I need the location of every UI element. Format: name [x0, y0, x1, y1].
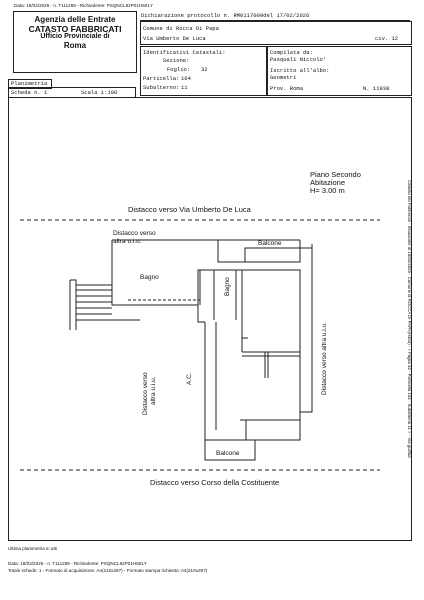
ultima-planimetria: Ultima planimetria in atti: [8, 546, 58, 551]
totale-schede-note: Totale schede: 1 - Formato di acquisizione: A4(210x297) - Formato stampa richiesto: A4(210x297): [8, 568, 208, 573]
sezione-label: Sezione:: [163, 57, 190, 64]
distacco-bottom-label: Distacco verso Corso della Costituente: [150, 478, 280, 487]
agency-name: Agenzia delle Entrate: [34, 15, 116, 24]
compilata-label: Compilata da:: [270, 49, 313, 56]
bagno-label-2: Bagno: [224, 277, 231, 296]
distacco-altra-1: Distacco verso: [113, 230, 156, 237]
scheda-number: Scheda n. 1: [11, 89, 48, 96]
balcone-bottom-label: Balcone: [216, 450, 240, 457]
protocol-number: RM0117009del: [233, 12, 274, 19]
protocol-date: 17/02/2026: [276, 12, 310, 19]
albo-value: Geometri: [270, 74, 297, 81]
subalterno-value: 11: [181, 84, 188, 91]
particella-value: 164: [181, 75, 191, 82]
distacco-right-label: Distacco verso altra u.i.u.: [321, 322, 328, 395]
via-text: Via Umberto De Luca: [143, 35, 206, 42]
iscritto-label: Iscritto all'albo:: [270, 67, 330, 74]
ufficio-label: Ufficio Provinciale di: [40, 33, 110, 40]
compilata-name: Pasquali Niccolo': [270, 56, 327, 63]
scala-value: Scala 1:100: [81, 89, 118, 96]
catasto-title: CATASTO FABBRICATI: [28, 23, 122, 34]
iscrizione-numero: N. 11938: [363, 85, 390, 92]
distacco-left-2: altra u.i.u.: [150, 376, 157, 405]
distacco-altra-2: altra u.i.u.: [113, 238, 142, 245]
bottom-request-note: Data: 18/02/2026 - n. T111269 - Richiedente: PSQNCL92P01H501Y: [8, 561, 147, 566]
north-wall: [112, 240, 300, 330]
balcone-top-label: Balcone: [258, 240, 282, 247]
planimetria-title: Planimetria: [11, 80, 48, 87]
bagno-label-1: Bagno: [140, 274, 159, 281]
side-situation-note: Catasto dei Fabbricati - Situazione al 18/02/2026 - Comune di ROCCA DI PAPA(H404) - < Foglio 32 - Particella 164 - Subalterno 11 > - Via guiffaa: [407, 180, 412, 458]
piano-label: Piano Secondo: [310, 170, 361, 179]
particella-label: Particella:: [143, 75, 180, 82]
ac-label: A.C.: [186, 372, 193, 385]
subalterno-label: Subalterno:: [143, 84, 180, 91]
ufficio-city: Roma: [63, 40, 87, 50]
east-wall: [300, 244, 312, 412]
identificativi-title: Identificativi Catastali:: [143, 49, 226, 56]
distacco-left-1: Distacco verso: [142, 372, 149, 415]
foglio-label: Foglio:: [167, 66, 191, 73]
south-wall: [205, 322, 300, 440]
civico-text: civ. 12: [375, 35, 399, 42]
foglio-value: 32: [201, 66, 208, 73]
top-request-note: Data: 18/02/2026 - n. T111269 - Richiedente: PSQNCL92P01H501Y: [14, 3, 153, 8]
prov-value: Prov. Roma: [270, 85, 304, 92]
abitazione-label: Abitazione: [310, 178, 346, 187]
comune-text: Comune di Rocca Di Papa: [143, 25, 219, 32]
altezza-label: H= 3.00 m: [310, 186, 345, 195]
protocol-label: Dichiarazione protocollo n.: [141, 12, 231, 19]
distacco-top-label: Distacco verso Via Umberto De Luca: [128, 205, 251, 214]
